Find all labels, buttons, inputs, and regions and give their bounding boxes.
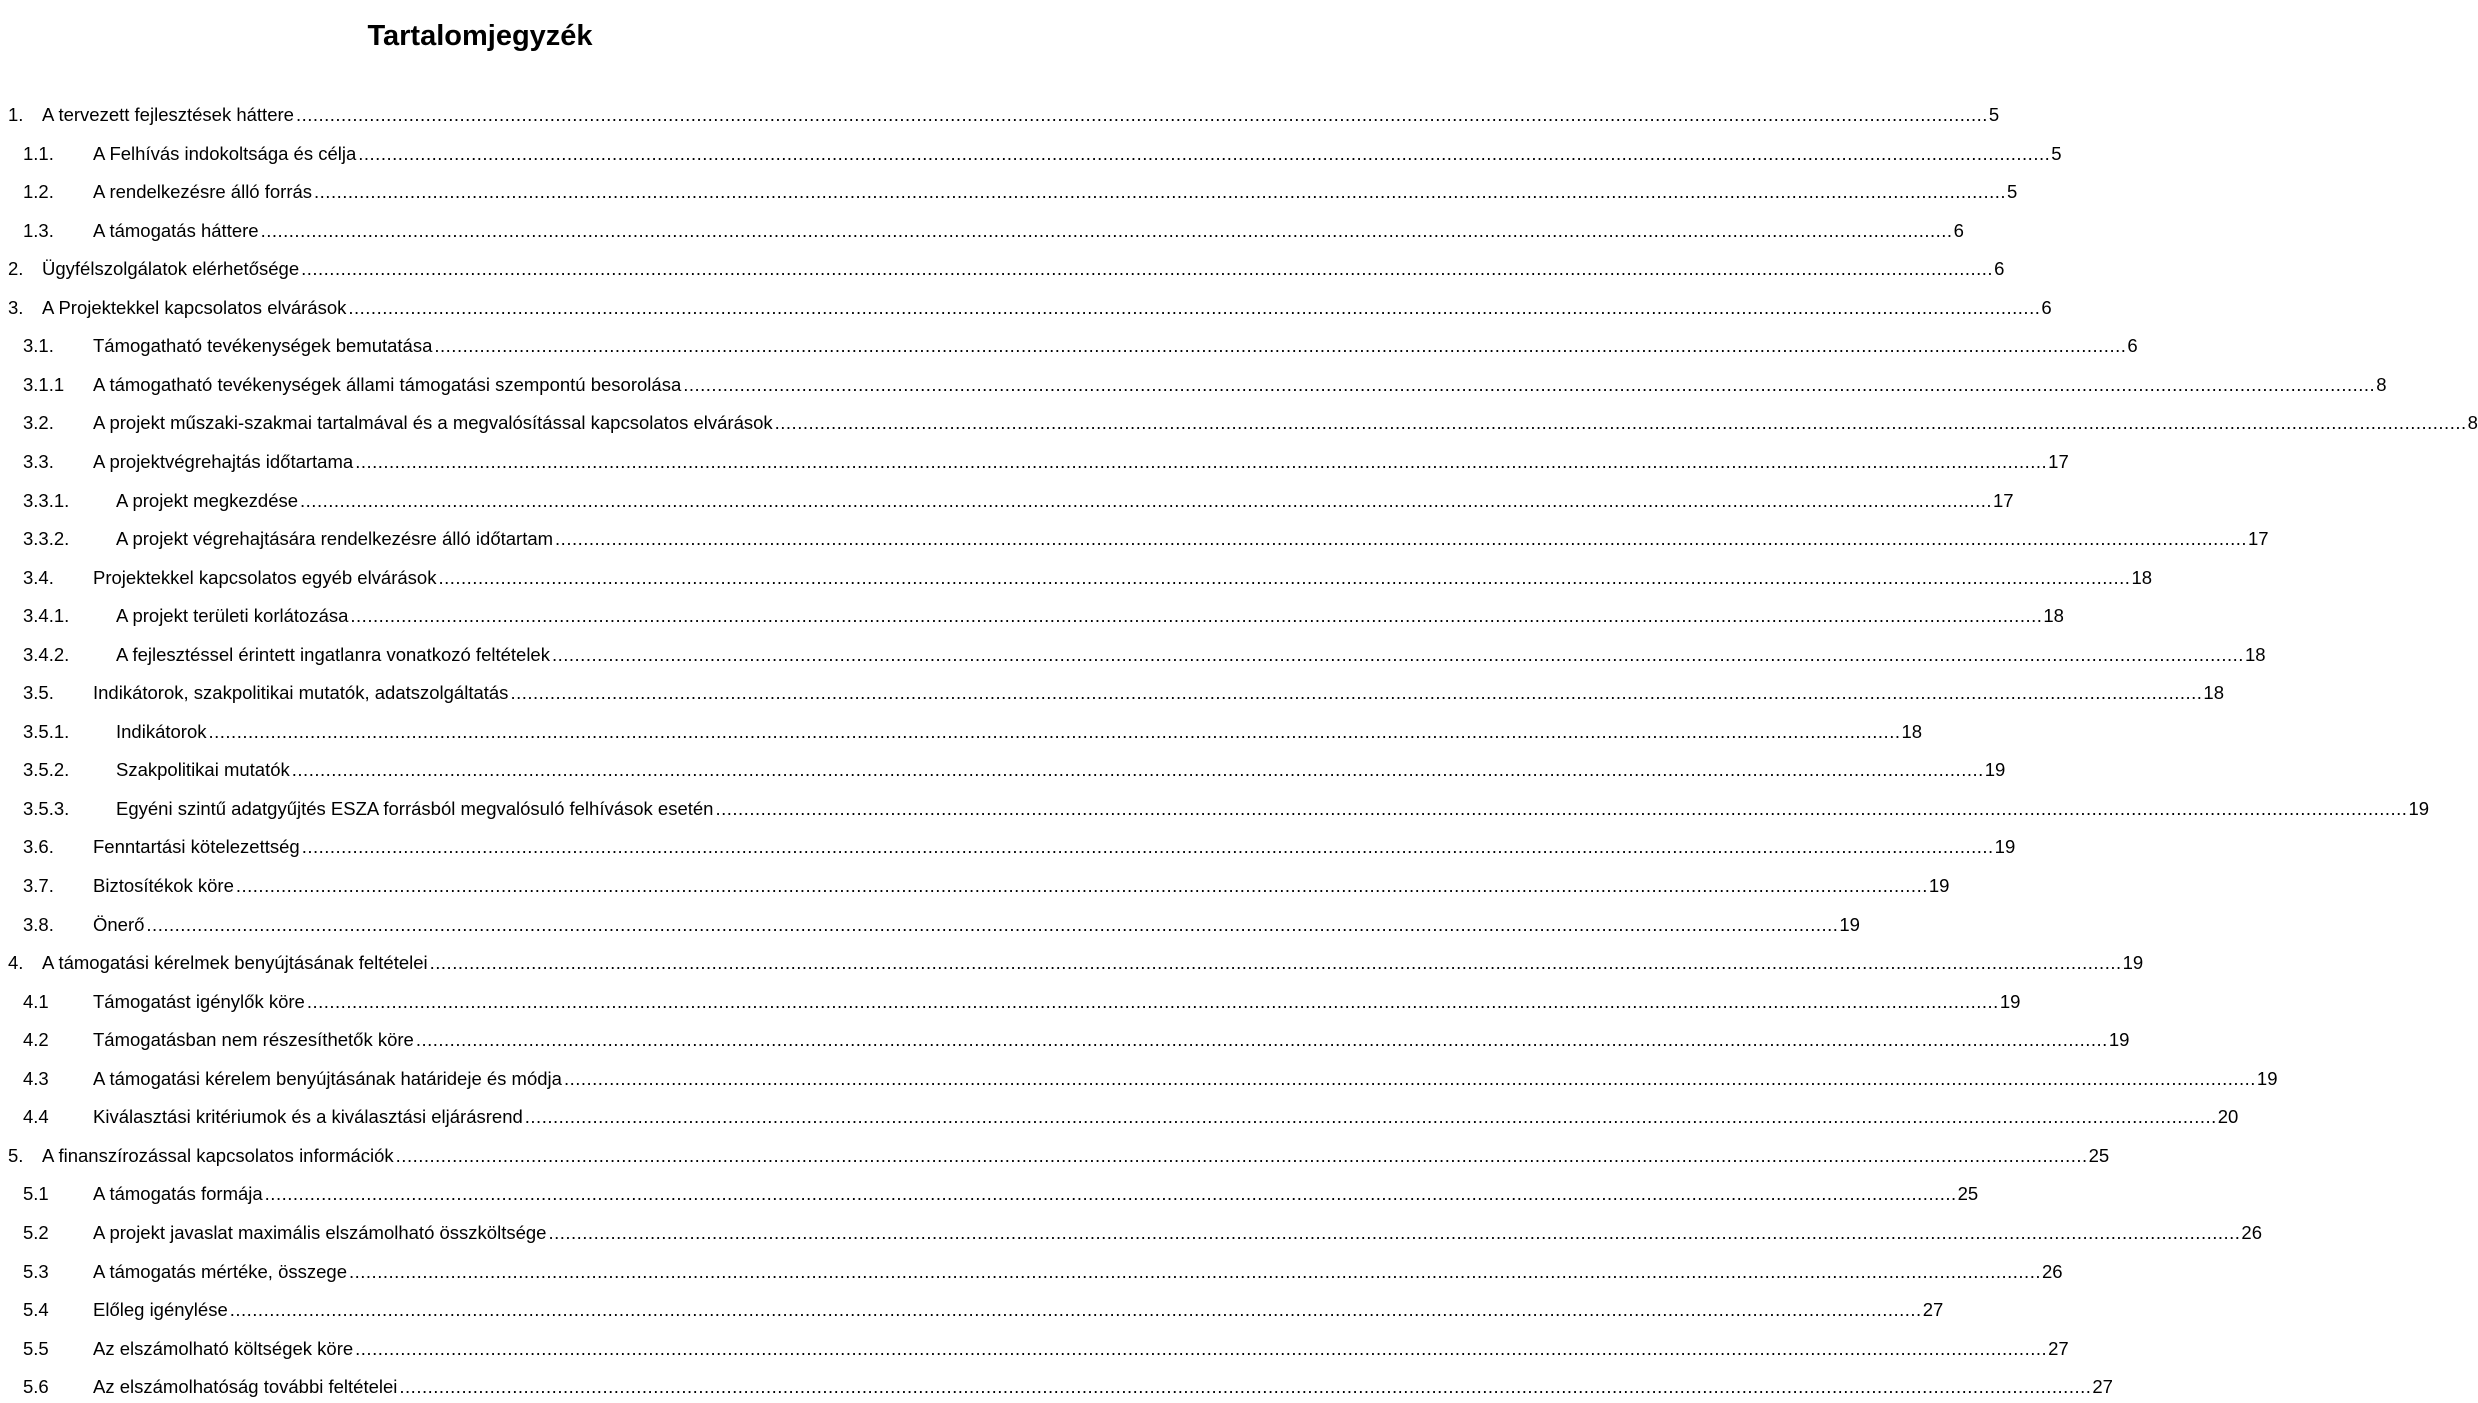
toc-entry[interactable] <box>0 102 2000 128</box>
toc-entry[interactable] <box>0 256 2005 282</box>
toc-entry-title: Biztosítékok köre <box>93 875 234 896</box>
toc-entry[interactable] <box>0 834 2016 860</box>
toc-dot-leader: ............................................................................................................................................................................................................................................................................................................ <box>524 1106 2217 1128</box>
toc-entry-number: 4.2 <box>23 1029 49 1051</box>
toc-entry[interactable] <box>0 488 2014 514</box>
toc-entry[interactable] <box>0 757 2006 783</box>
toc-entry-title: A projektvégrehajtás időtartama <box>93 450 354 472</box>
toc-entry-number: 5.6 <box>23 1376 49 1398</box>
toc-entry-title: Az elszámolhatóság további feltételei <box>93 1376 398 1398</box>
toc-entry-page-number: 19 <box>1984 759 2006 781</box>
toc-dot-leader: ............................................................................................................................................................................................................................................................................................................ <box>429 952 2122 974</box>
toc-entry-title: Előleg igénylése <box>93 1299 228 1321</box>
toc-dot-leader: ............................................................................................................................................................................................................................................................................................................ <box>555 528 2248 550</box>
toc-entry-title: A támogatható tevékenységek állami támogatási szempontú besorolása <box>93 373 682 395</box>
toc-entry-title: A finanszírozással kapcsolatos információk <box>42 1144 394 1166</box>
toc-entry-title: A támogatási kérelem benyújtásának határideje és módja <box>93 1067 562 1089</box>
toc-dot-leader: ............................................................................................................................................................................................................................................................................................................ <box>264 1183 1957 1205</box>
toc-entry[interactable] <box>0 873 1950 899</box>
toc-entry-page-number: 6 <box>2041 296 2052 318</box>
toc-entry-page-number: 6 <box>1994 258 2005 280</box>
toc-dot-leader: ............................................................................................................................................................................................................................................................................................................ <box>510 682 2203 704</box>
toc-dot-leader: ............................................................................................................................................................................................................................................................................................................ <box>260 219 1953 241</box>
toc-entry-title: Önerő <box>93 913 145 935</box>
toc-entry[interactable] <box>0 1220 2262 1246</box>
toc-entry-title: Indikátorok <box>116 720 207 742</box>
toc-entry-title: A projekt területi korlátozása <box>116 605 349 627</box>
toc-entry-page-number: 19 <box>1999 990 2021 1012</box>
toc-entry-title: A támogatási kérelmek benyújtásának feltételei <box>42 952 428 974</box>
toc-entry-page-number: 20 <box>2217 1106 2239 1128</box>
toc-entry-number: 3.3. <box>23 450 54 472</box>
toc-entry-number: 1.2. <box>23 181 54 203</box>
toc-dot-leader: ............................................................................................................................................................................................................................................................................................................ <box>350 605 2043 627</box>
toc-entry[interactable] <box>0 719 1923 745</box>
toc-entry-title: A projekt végrehajtására rendelkezésre álló időtartam <box>116 528 554 550</box>
toc-entry-number: 1. <box>8 104 24 125</box>
toc-entry-number: 3.5.3. <box>23 797 70 819</box>
toc-entry-page-number: 18 <box>2203 682 2224 704</box>
toc-dot-leader: ............................................................................................................................................................................................................................................................................................................ <box>291 759 1984 781</box>
toc-entry-number: 5.4 <box>23 1299 49 1321</box>
toc-entry[interactable] <box>0 680 2224 706</box>
toc-entry-page-number: 19 <box>1839 913 1860 935</box>
toc-dot-leader: ............................................................................................................................................................................................................................................................................................................ <box>438 566 2131 588</box>
toc-entry[interactable] <box>0 179 2018 205</box>
toc-entry-title: A projekt javaslat maximális elszámolható összköltsége <box>93 1221 547 1243</box>
toc-entry-title: A projekt megkezdése <box>116 489 299 511</box>
toc-entry[interactable] <box>0 1143 2110 1169</box>
toc-entry-number: 3.4.1. <box>23 605 70 627</box>
toc-dot-leader: ............................................................................................................................................................................................................................................................................................................ <box>314 181 2006 203</box>
toc-entry[interactable] <box>0 912 1860 938</box>
toc-dot-leader: ............................................................................................................................................................................................................................................................................................................ <box>208 720 1901 742</box>
toc-entry[interactable] <box>0 603 2064 629</box>
toc-entry-number: 5.3 <box>23 1260 49 1282</box>
toc-dot-leader: ............................................................................................................................................................................................................................................................................................................ <box>300 489 1992 511</box>
toc-entry-title: A rendelkezésre álló forrás <box>93 181 313 203</box>
toc-dot-leader: ............................................................................................................................................................................................................................................................................................................ <box>229 1299 1922 1321</box>
toc-entry-number: 4. <box>8 952 24 974</box>
toc-dot-leader: ............................................................................................................................................................................................................................................................................................................ <box>563 1067 2256 1089</box>
toc-entry-number: 3.3.2. <box>23 528 70 550</box>
toc-entry-page-number: 19 <box>2122 952 2144 974</box>
toc-entry-page-number: 19 <box>2256 1067 2278 1089</box>
toc-entry-number: 4.3 <box>23 1067 49 1089</box>
toc-entry-page-number: 18 <box>2043 605 2064 627</box>
toc-entry-number: 1.1. <box>23 142 54 164</box>
toc-dot-leader: ............................................................................................................................................................................................................................................................................................................ <box>399 1376 2092 1398</box>
toc-entry-number: 5.5 <box>23 1337 49 1359</box>
toc-dot-leader: ............................................................................................................................................................................................................................................................................................................ <box>301 836 1994 858</box>
toc-entry[interactable] <box>0 796 2430 822</box>
toc-entry-page-number: 26 <box>2241 1221 2262 1243</box>
toc-entry-number: 3.5. <box>23 682 54 704</box>
toc-dot-leader: ............................................................................................................................................................................................................................................................................................................ <box>355 450 2048 472</box>
toc-entry[interactable] <box>0 950 2144 976</box>
toc-dot-leader: ............................................................................................................................................................................................................................................................................................................ <box>774 412 2467 434</box>
toc-dot-leader: ............................................................................................................................................................................................................................................................................................................ <box>295 104 1988 125</box>
toc-entry-page-number: 8 <box>2376 373 2387 395</box>
toc-entry-page-number: 19 <box>2408 797 2430 819</box>
toc-entry-number: 3.7. <box>23 875 54 896</box>
toc-entry-title: Az elszámolható költségek köre <box>93 1337 354 1359</box>
toc-entry[interactable] <box>0 1104 2239 1130</box>
toc-entry-number: 3.2. <box>23 412 54 434</box>
toc-entry-number: 5.1 <box>23 1183 49 1205</box>
toc-dot-leader: ............................................................................................................................................................................................................................................................................................................ <box>348 296 2041 318</box>
toc-entry-page-number: 27 <box>2048 1337 2069 1359</box>
toc-entry-title: A Projektekkel kapcsolatos elvárások <box>42 296 347 318</box>
toc-dot-leader: ............................................................................................................................................................................................................................................................................................................ <box>548 1221 2241 1243</box>
toc-dot-leader: ............................................................................................................................................................................................................................................................................................................ <box>551 643 2244 665</box>
toc-entry-title: Támogatásban nem részesíthetők köre <box>93 1029 414 1051</box>
toc-dot-leader: ............................................................................................................................................................................................................................................................................................................ <box>358 142 2051 164</box>
toc-entry-number: 1.3. <box>23 219 54 241</box>
toc-entry[interactable] <box>0 565 2153 591</box>
toc-dot-leader: ............................................................................................................................................................................................................................................................................................................ <box>301 258 1994 280</box>
page-title: Tartalomjegyzék <box>367 20 593 53</box>
toc-entry-number: 3.1.1 <box>23 373 65 395</box>
toc-entry-page-number: 5 <box>2051 142 2062 164</box>
toc-dot-leader: ............................................................................................................................................................................................................................................................................................................ <box>146 913 1839 935</box>
toc-entry-page-number: 8 <box>2467 412 2478 434</box>
toc-entry[interactable] <box>0 526 2269 552</box>
toc-entry-title: Szakpolitikai mutatók <box>116 759 290 781</box>
toc-entry-page-number: 25 <box>2088 1144 2110 1166</box>
toc-entry-number: 3.4. <box>23 566 54 588</box>
toc-entry-title: Támogatható tevékenységek bemutatása <box>93 335 433 357</box>
toc-entry-title: Kiválasztási kritériumok és a kiválasztási eljárásrend <box>93 1106 523 1128</box>
toc-entry-page-number: 19 <box>1994 836 2016 858</box>
toc-entry[interactable] <box>0 295 2052 321</box>
toc-entry-page-number: 18 <box>1901 720 1923 742</box>
toc-entry[interactable] <box>0 1336 2069 1362</box>
toc-entry[interactable] <box>0 333 2138 359</box>
toc-entry-page-number: 17 <box>2248 528 2269 550</box>
toc-entry[interactable] <box>0 1297 1944 1323</box>
toc-entry[interactable] <box>0 1374 2113 1400</box>
toc-entry-page-number: 19 <box>2108 1029 2130 1051</box>
toc-dot-leader: ............................................................................................................................................................................................................................................................................................................ <box>715 797 2408 819</box>
toc-entry-number: 5.2 <box>23 1221 49 1243</box>
toc-entry-title: Fenntartási kötelezettség <box>93 836 300 858</box>
toc-entry[interactable] <box>0 1066 2278 1092</box>
toc-entry-title: Ügyfélszolgálatok elérhetősége <box>42 258 300 280</box>
toc-dot-leader: ............................................................................................................................................................................................................................................................................................................ <box>415 1029 2108 1051</box>
toc-entry-page-number: 27 <box>1922 1299 1944 1321</box>
toc-entry-page-number: 17 <box>1993 489 2014 511</box>
toc-entry-number: 4.4 <box>23 1106 49 1128</box>
toc-entry[interactable] <box>0 1027 2130 1053</box>
toc-entry-page-number: 6 <box>1953 219 1964 241</box>
toc-entry-number: 4.1 <box>23 990 49 1012</box>
toc-entry-title: A Felhívás indokoltsága és célja <box>93 142 357 164</box>
toc-entry-number: 3.1. <box>23 335 54 357</box>
toc-entry-title: Projektekkel kapcsolatos egyéb elvárások <box>93 566 437 588</box>
toc-dot-leader: ............................................................................................................................................................................................................................................................................................................ <box>434 335 2127 357</box>
toc-entry-page-number: 18 <box>2131 566 2153 588</box>
toc-entry-page-number: 6 <box>2127 335 2138 357</box>
toc-dot-leader: ............................................................................................................................................................................................................................................................................................................ <box>306 990 1999 1012</box>
toc-entry[interactable] <box>0 410 2478 436</box>
toc-entry-title: A fejlesztéssel érintett ingatlanra vonatkozó feltételek <box>116 643 550 665</box>
toc-dot-leader: ............................................................................................................................................................................................................................................................................................................ <box>395 1144 2088 1166</box>
toc-entry-page-number: 25 <box>1957 1183 1979 1205</box>
toc-entry-page-number: 26 <box>2041 1260 2063 1282</box>
toc-entry[interactable] <box>0 218 1964 244</box>
toc-entry-number: 3.8. <box>23 913 54 935</box>
toc-entry-number: 5. <box>8 1144 24 1166</box>
toc-entry-number: 3.6. <box>23 836 54 858</box>
toc-entry-page-number: 27 <box>2092 1376 2113 1398</box>
toc-entry-title: Indikátorok, szakpolitikai mutatók, adatszolgáltatás <box>93 682 509 704</box>
toc-entry[interactable] <box>0 141 2062 167</box>
toc-dot-leader: ............................................................................................................................................................................................................................................................................................................ <box>349 1260 2041 1282</box>
toc-entry-number: 3.5.2. <box>23 759 70 781</box>
toc-entry-page-number: 5 <box>1988 104 2000 125</box>
toc-entry-number: 3.5.1. <box>23 720 70 742</box>
toc-entry-title: Támogatást igénylők köre <box>93 990 305 1012</box>
toc-entry-number: 2. <box>8 258 24 280</box>
toc-entry-title: A támogatás formája <box>93 1183 263 1205</box>
toc-entry-number: 3. <box>8 296 24 318</box>
toc-dot-leader: ............................................................................................................................................................................................................................................................................................................ <box>235 875 1928 896</box>
toc-entry[interactable] <box>0 449 2069 475</box>
toc-entry-title: Egyéni szintű adatgyűjtés ESZA forrásból megvalósuló felhívások esetén <box>116 797 714 819</box>
toc-entry-number: 3.4.2. <box>23 643 70 665</box>
toc-entry[interactable] <box>0 989 2021 1015</box>
toc-entry[interactable] <box>0 1181 1979 1207</box>
toc-dot-leader: ............................................................................................................................................................................................................................................................................................................ <box>355 1337 2048 1359</box>
toc-entry-title: A projekt műszaki-szakmai tartalmával és a megvalósítással kapcsolatos elvárások <box>93 412 773 434</box>
toc-entry[interactable] <box>0 372 2387 398</box>
toc-entry[interactable] <box>0 1259 2063 1285</box>
toc-entry-page-number: 5 <box>2007 181 2018 203</box>
toc-entry-number: 3.3.1. <box>23 489 70 511</box>
toc-entry[interactable] <box>0 642 2266 668</box>
toc-dot-leader: ............................................................................................................................................................................................................................................................................................................ <box>683 373 2376 395</box>
toc-entry-page-number: 17 <box>2048 450 2069 472</box>
toc-entry-title: A támogatás háttere <box>93 219 259 241</box>
toc-entry-title: A tervezett fejlesztések háttere <box>42 104 294 125</box>
toc-entry-page-number: 18 <box>2244 643 2266 665</box>
toc-entry-title: A támogatás mértéke, összege <box>93 1260 347 1282</box>
toc-entry-page-number: 19 <box>1928 875 1950 896</box>
